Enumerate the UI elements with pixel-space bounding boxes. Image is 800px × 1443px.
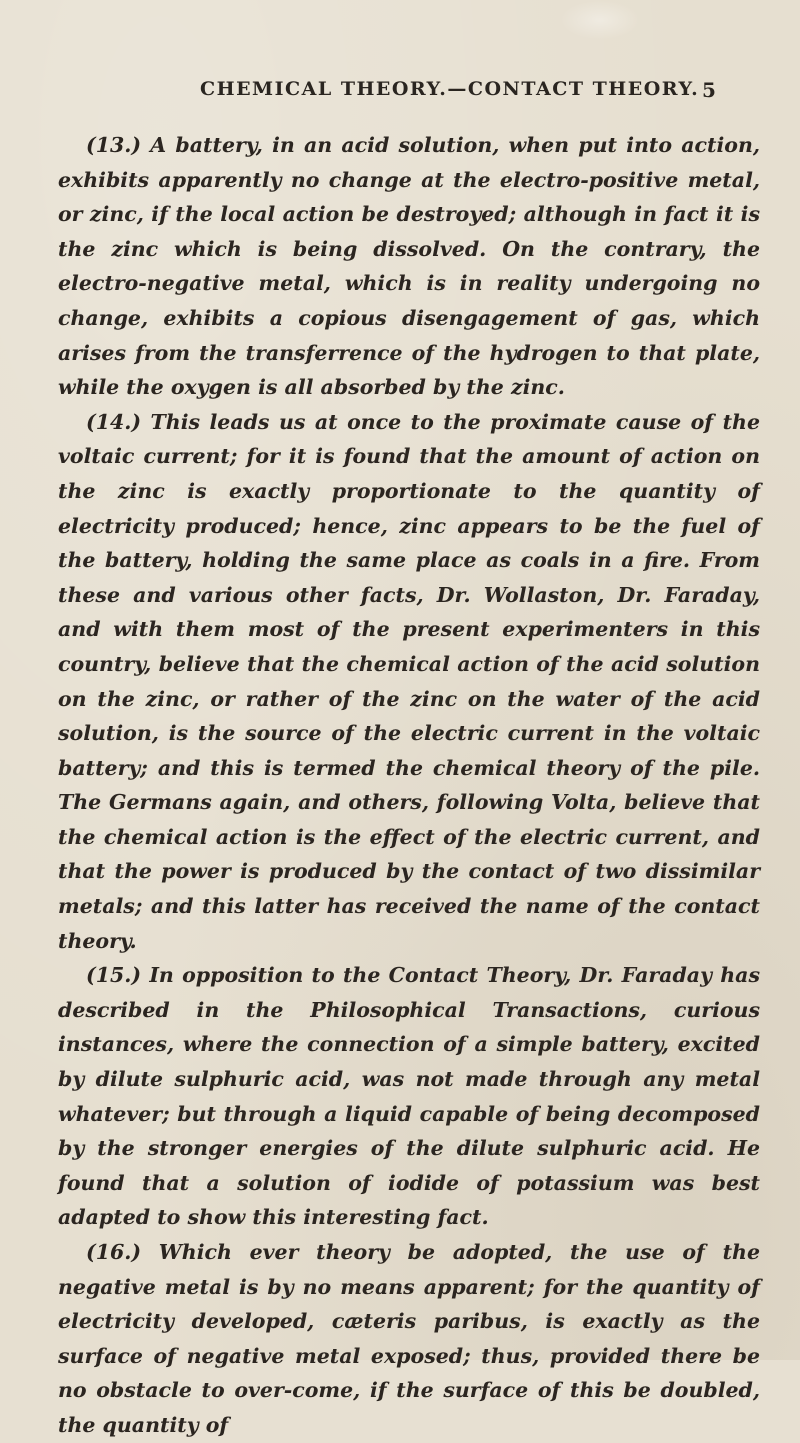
- body-text: [58, 128, 760, 1443]
- paper-stain: [560, 0, 640, 40]
- paragraph-13: (13.) A battery, in an acid solution, when put into action, exhibits apparently no change at the electro-positive metal, or zinc, if the local action be destroyed; although in fact it is the zinc which is being dissolved. On the contrary, the electro-negative metal, which is in reality undergoing no change, exhibits a copious disengagement of gas, which arises from the transferrence of the hydrogen to that plate, while the oxygen is all absorbed by the zinc.: [58, 133, 760, 400]
- page-number: 5: [702, 78, 716, 102]
- paragraph-15: (15.) In opposition to the Contact Theory, Dr. Faraday has described in the Philosophical Transactions, curious instances, where the connection of a simple battery, excited by dilute sulphuric acid, was not made through any metal whatever; but through a liquid capable of being decomposed by the stronger energies of the dilute sulphuric acid. He found that a solution of iodide of potassium was best adapted to show this interesting fact.: [58, 963, 760, 1230]
- page-header: [0, 78, 800, 112]
- running-title: CHEMICAL THEORY.—CONTACT THEORY.: [200, 78, 700, 100]
- paragraph-16: (16.) Which ever theory be adopted, the use of the negative metal is by no means apparent; for the quantity of electricity developed, cæteris paribus, is exactly as the surface of negative metal exposed; thus, provided there be no obstacle to over-come, if the surface of this be doubled, the quantity of: [58, 1240, 760, 1437]
- paragraph-14: (14.) This leads us at once to the proximate cause of the voltaic current; for it is found that the amount of action on the zinc is exactly proportionate to the quantity of electricity produced; hence, zinc appears to be the fuel of the battery, holding the same place as coals in a fire. From these and various other facts, Dr. Wollaston, Dr. Faraday, and with them most of the present experimenters in this country, believe that the chemical action of the acid solution on the zinc, or rather of the zinc on the water of the acid solution, is the source of the electric current in the voltaic battery; and this is termed the chemical theory of the pile. The Germans again, and others, following Volta, believe that the chemical action is the effect of the electric current, and that the power is produced by the contact of two dissimilar metals; and this latter has received the name of the contact theory.: [58, 409, 760, 953]
